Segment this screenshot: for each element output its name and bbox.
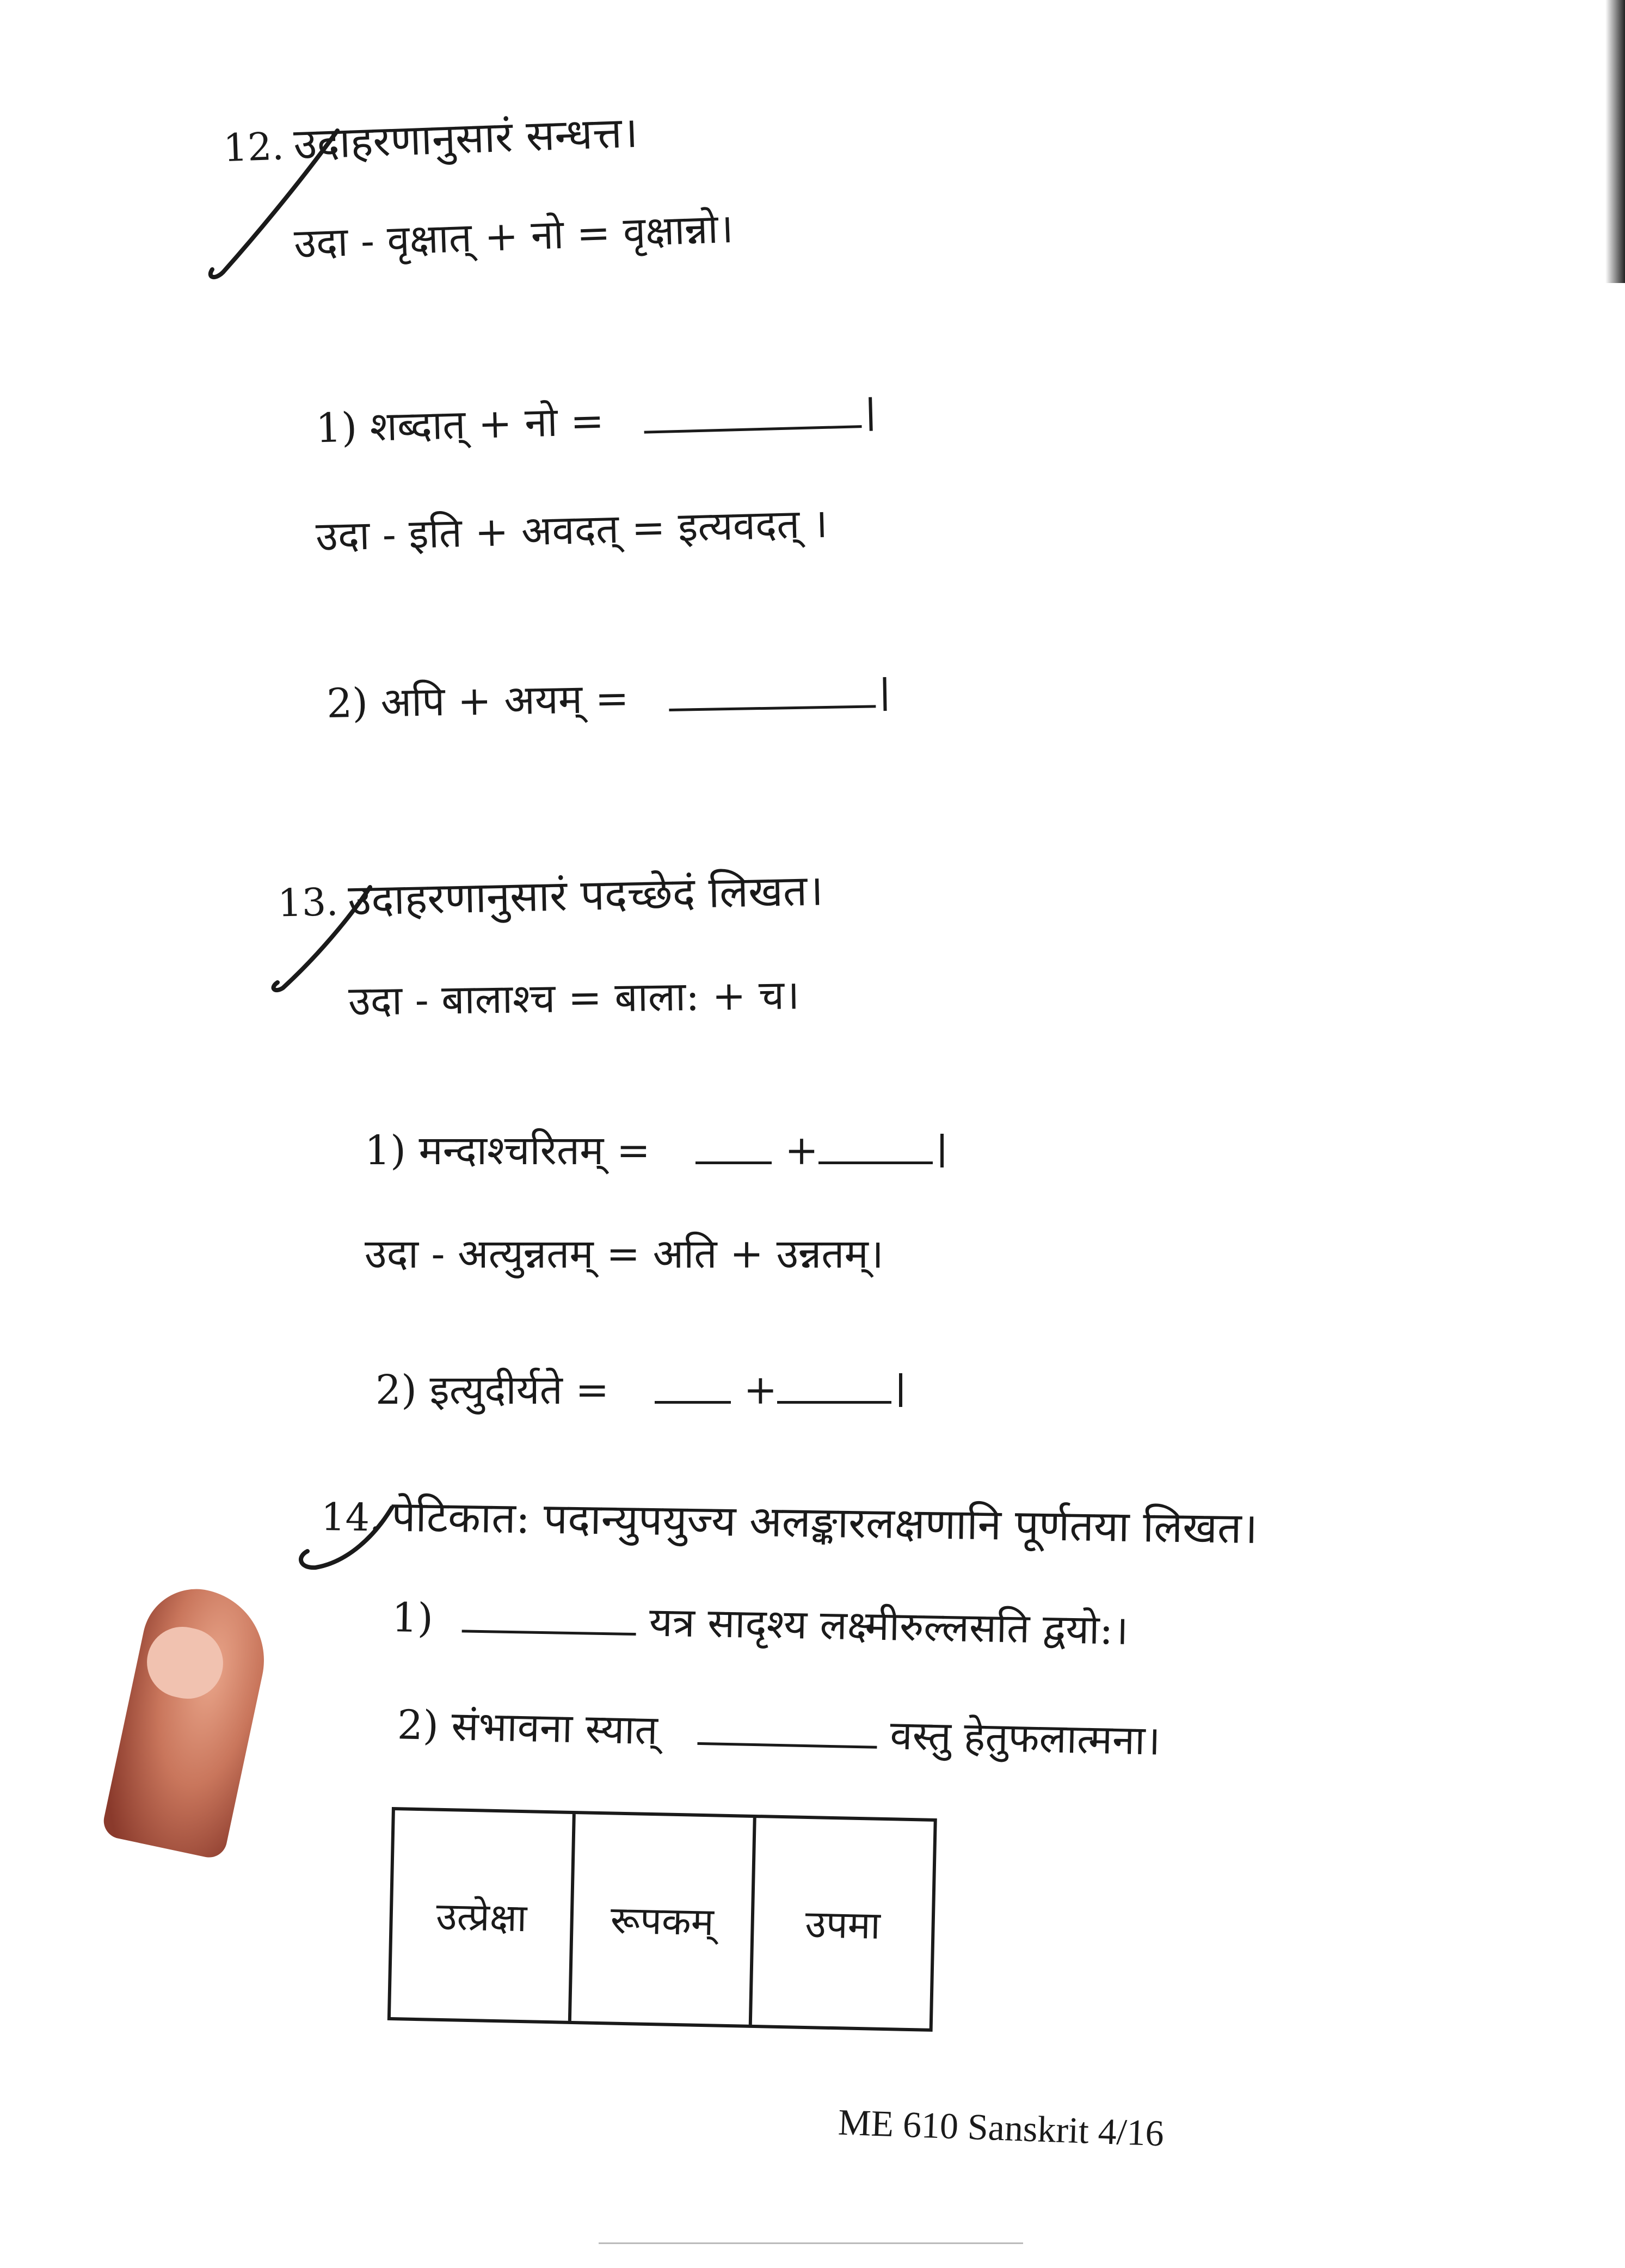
q14-item-2-text: वस्तु हेतुफलात्मना। — [889, 1712, 1161, 1765]
q14-item-2-prefix: 2) संभावना स्यात् — [397, 1701, 658, 1754]
q13-item-2-blank-b[interactable] — [777, 1368, 891, 1404]
danda-mark — [899, 1373, 902, 1407]
q13-item-1-blank-b[interactable] — [818, 1129, 933, 1164]
q13-title: उदाहरणानुसारं पदच्छेदं लिखत। — [347, 866, 824, 925]
q12-number: 12. — [223, 124, 285, 171]
q14-item-1-answer-blank[interactable] — [462, 1597, 637, 1636]
option-rupakam: रूपकम् — [571, 1814, 756, 2025]
q14-item-2-answer-blank[interactable] — [698, 1710, 878, 1749]
q12-example-1: उदा - वृक्षात् + नो = वृक्षान्नो। — [293, 205, 735, 268]
q14-item-1-prefix: 1) — [391, 1594, 434, 1642]
q12-item-2-label: 2) अपि + अयम् = — [326, 675, 630, 727]
q12-item-2-answer-blank[interactable] — [668, 672, 876, 711]
q14-item-1 — [391, 1588, 1129, 1656]
q13-item-2 — [376, 1361, 902, 1416]
plus-sign: + — [743, 1367, 778, 1413]
q14-item-1-text: यत्र सादृश्य लक्ष्मीरुल्लसति द्वयो:। — [649, 1599, 1129, 1654]
page-footer: ME 610 Sanskrit 4/16 — [837, 2101, 1165, 2154]
q14-number: 14. — [321, 1494, 382, 1540]
q14-title: पेटिकात: पदान्युपयुज्य अलङ्कारलक्षणानि पूर्णतया लिखत। — [391, 1492, 1258, 1554]
option-upama: उपमा — [804, 1901, 881, 1948]
q12-item-1-answer-blank[interactable] — [643, 392, 862, 433]
q12-title: उदाहरणानुसारं सन्धत्त। — [293, 108, 639, 169]
q13-example-2: उदा - अत्युन्नतम् = अति + उन्नतम्। — [365, 1231, 884, 1277]
q12-item-1 — [315, 385, 873, 454]
q13-item-1-blank-a[interactable] — [695, 1129, 772, 1164]
q14-item-2 — [397, 1695, 1161, 1766]
page-edge-shadow — [1605, 0, 1625, 283]
q12-item-2 — [326, 665, 887, 729]
q12-example-2: उदा - इति + अवदत् = इत्यवदत् । — [315, 500, 828, 561]
q13-number: 13. — [277, 880, 339, 926]
options-box — [387, 1807, 937, 2032]
q14-check-mark-icon — [294, 1502, 403, 1578]
q13-item-1-label: 1) मन्दाश्चरितम् = — [365, 1127, 650, 1174]
q13-example-1: उदा - बालाश्च = बाला: + च। — [348, 972, 800, 1025]
danda-mark — [883, 677, 887, 711]
danda-mark — [869, 397, 873, 431]
q13-item-2-label: 2) इत्युदीर्यते = — [376, 1367, 610, 1413]
q13-item-2-blank-a[interactable] — [655, 1368, 731, 1404]
q14-heading — [321, 1485, 1258, 1556]
option-utpreksha: उत्प्रेक्षा — [391, 1810, 576, 2021]
plus-sign: + — [784, 1127, 818, 1174]
finger-photo-artifact — [101, 1579, 278, 1860]
q13-item-1 — [365, 1121, 944, 1176]
q12-item-1-label: 1) शब्दात् + नो = — [315, 397, 605, 452]
bottom-divider — [599, 2242, 1023, 2244]
danda-mark — [940, 1134, 944, 1167]
